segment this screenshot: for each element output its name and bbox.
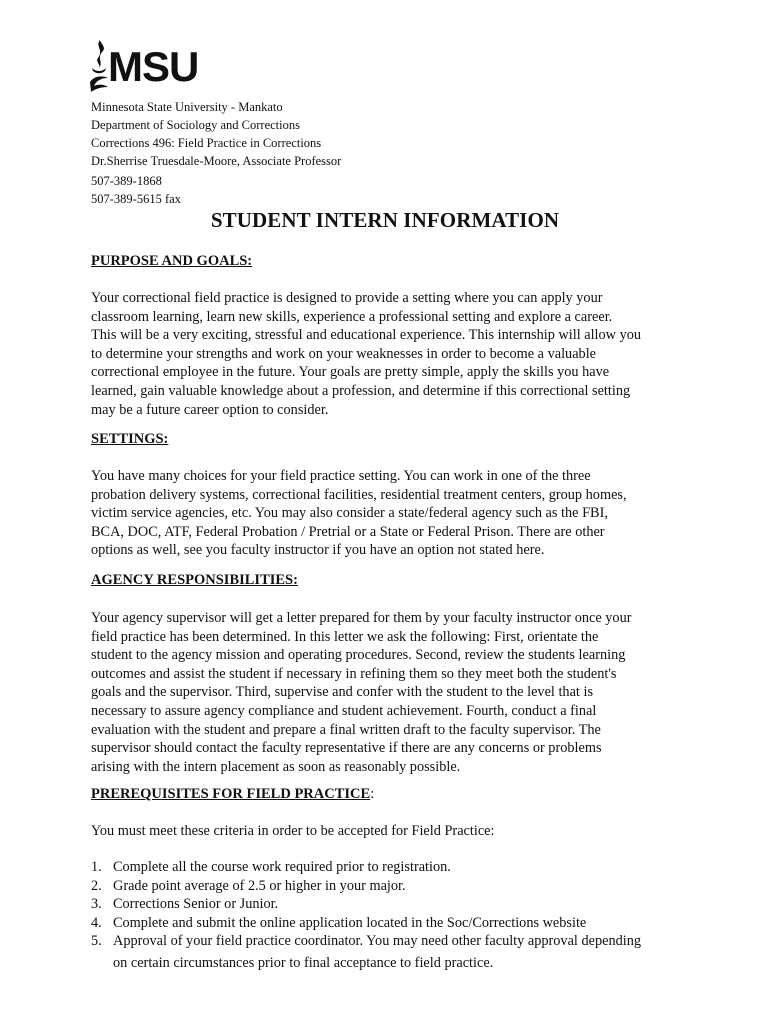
- list-item-text: Corrections Senior or Junior.: [113, 896, 279, 913]
- list-item-number: 5.: [91, 933, 102, 950]
- paragraph-line: goals and the supervisor. Third, supervise and confer with the student to the level that is: [91, 684, 594, 701]
- list-item-number: 3.: [91, 896, 102, 913]
- prerequisites-heading: PREREQUISITES FOR FIELD PRACTICE: [91, 786, 371, 802]
- paragraph-line: field practice has been determined. In this letter we ask the following: First, orientate the: [91, 628, 599, 645]
- list-item-number: 2.: [91, 877, 102, 894]
- purpose-paragraph: [91, 289, 691, 419]
- msu-logo: [86, 36, 216, 94]
- paragraph-line: outcomes and assist the student if necessary in refining them so they meet both the student's: [91, 665, 617, 682]
- prerequisites-heading-colon: :: [370, 786, 375, 802]
- list-item: [91, 895, 641, 914]
- fax-number: 507-389-5615 fax: [91, 192, 181, 206]
- paragraph-line: You have many choices for your field practice setting. You can work in one of the three: [91, 468, 591, 484]
- settings-heading: SETTINGS:: [91, 431, 169, 447]
- paragraph-line: Your correctional field practice is designed to provide a setting where you can apply your: [91, 290, 603, 306]
- settings-paragraph: [91, 467, 691, 560]
- paragraph-line: probation delivery systems, correctional facilities, residential treatment centers, group homes,: [91, 486, 627, 503]
- logo-text: MSU: [108, 43, 199, 90]
- prerequisites-list: [91, 858, 641, 973]
- agency-paragraph: [91, 609, 691, 776]
- list-item-text: Approval of your field practice coordinator. You may need other faculty approval depending: [113, 933, 642, 950]
- paragraph-line: This will be a very exciting, stressful and educational experience. This internship will allow you: [91, 327, 642, 344]
- list-item-number: 4.: [91, 914, 102, 931]
- phone-number: 507-389-1868: [91, 174, 162, 188]
- professor-name: Dr.Sherrise Truesdale-Moore, Associate Professor: [91, 154, 342, 168]
- paragraph-line: supervisor should contact the faculty representative if there are any concerns or problems: [91, 740, 602, 757]
- paragraph-line: student to the agency mission and operating procedures. Second, review the students learning: [91, 647, 626, 664]
- agency-heading: AGENCY RESPONSIBILITIES:: [91, 572, 298, 588]
- paragraph-line: victim service agencies, etc. You may also consider a state/federal agency such as the FBI,: [91, 505, 608, 522]
- list-item-text: Complete all the course work required prior to registration.: [113, 859, 451, 875]
- list-item: [91, 932, 641, 951]
- department-name: Department of Sociology and Corrections: [91, 118, 300, 132]
- paragraph-line: arising with the intern placement as soon as reasonably possible.: [91, 758, 461, 775]
- paragraph-line: classroom learning, learn new skills, experience a professional setting and explore a career.: [91, 308, 613, 325]
- list-item: [91, 877, 641, 896]
- list-item-number: 1.: [91, 859, 102, 875]
- paragraph-line: Your agency supervisor will get a letter prepared for them by your faculty instructor once your: [91, 610, 632, 626]
- paragraph-line: to determine your strengths and work on your weaknesses in order to become a valuable: [91, 345, 597, 362]
- paragraph-line: correctional employee in the future. Your goals are pretty simple, apply the skills you have: [91, 364, 610, 381]
- list-item: [91, 914, 641, 933]
- list-item-continuation: on certain circumstances prior to final acceptance to field practice.: [113, 954, 494, 971]
- prerequisites-intro: [91, 822, 691, 841]
- paragraph-line: BCA, DOC, ATF, Federal Probation / Pretrial or a State or Federal Prison. There are other: [91, 523, 605, 540]
- paragraph-line: options as well, see you faculty instructor if you have an option not stated here.: [91, 542, 545, 559]
- paragraph-line: may be a future career option to consider.: [91, 401, 329, 418]
- paragraph-line: evaluation with the student and prepare a final written draft to the faculty supervisor. The: [91, 721, 601, 738]
- paragraph-line: learned, gain valuable knowledge about a profession, and determine if this correctional setting: [91, 382, 631, 399]
- list-item: [91, 858, 641, 877]
- department-header: [91, 98, 341, 208]
- university-name: Minnesota State University - Mankato: [91, 100, 283, 114]
- prerequisites-heading-row: [91, 786, 374, 803]
- course-name: Corrections 496: Field Practice in Corrections: [91, 136, 322, 150]
- paragraph-line: You must meet these criteria in order to be accepted for Field Practice:: [91, 823, 495, 839]
- purpose-heading: PURPOSE AND GOALS:: [91, 253, 253, 269]
- page-title: STUDENT INTERN INFORMATION: [210, 208, 560, 232]
- list-item-text: Grade point average of 2.5 or higher in your major.: [113, 877, 406, 894]
- list-item-text: Complete and submit the online application located in the Soc/Corrections website: [113, 914, 587, 931]
- paragraph-line: necessary to assure agency compliance and student achievement. Fourth, conduct a final: [91, 702, 597, 719]
